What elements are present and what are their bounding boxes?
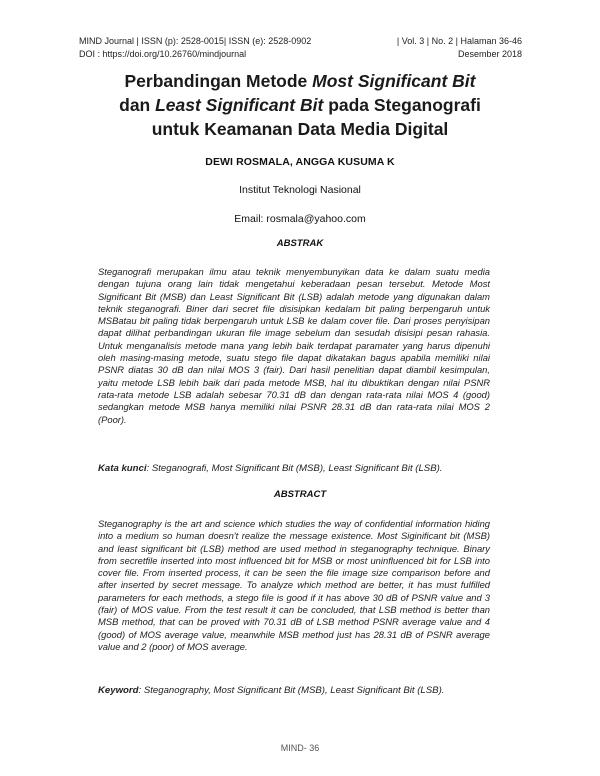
journal-header-left: [79, 35, 311, 61]
title-italic: Least Significant Bit: [155, 95, 324, 115]
kata-kunci-label: Kata kunci: [98, 463, 147, 474]
journal-volume: | Vol. 3 | No. 2 | Halaman 36-46: [396, 36, 522, 46]
abstract-text: Steganography is the art and science which studies the way of confidential information hiding into a medium so human doesn't realize the message existence. Most Siginificant bit (MSB) and least significant bit (LSB) method are used method in steganography technique. Binary from secretfile inserted into most influenced bit for MSB or most uninfluenced bit for LSB into cover file. From inserted process, it can be seen the file image size comparison before and after inserted by secret message. To analyze which method are better, it has must fulfilled parameters for each methods, a stego file is good if it has above 30 dB of PSNR value and 3 (fair) of MOS value. From the test result it can be concluded, that LSB method is better than MSB method, that can be proved with 70.31 dB of LSB method PSNR average value and 4 (good) of MOS average value, meanwhile MSB method just has 28.31 dB of PSNR average value and 2 (poor) of MOS average.: [98, 518, 490, 652]
keyword-label: Keyword: [98, 685, 139, 696]
abstrak-text: Steganografi merupakan ilmu atau teknik menyembunyikan data ke dalam suatu media dengan tujuna orang lain tidak mengetahui keberadaan pesan tersebut. Metode Most Significant Bit (MSB) dan Least Significant Bit (LSB) adalah metode yang digunakan dalam teknik steganografi. Biner dari secret file disisipkan kedalam bit paling berpengaruh untuk MSBatau bit paling tidak berpengaruh untuk LSB ke dalam cover file. Dari proses penyisipan dapat dilihat perbandingan ukuran file image sebelum dan sesudah disisipi pesan rahasia. Untuk menganalisis metode mana yang lebih baik terdapat paramater yang harus dipenuhi oleh masing-masing metode, suatu stego file dapat dikatakan bagus apabila memiliki nilai PSNR diatas 30 dB dan nilai MOS 3 (fair). Dari hasil penelitian dapat diambil kesimpulan, yaitu metode LSB lebih baik dari pada metode MSB, hal itu dibuktikan dengan nilai PSNR rata-rata metode LSB adalah sebesar 70.31 dB dan dengan rata-rata nilai MOS 4 (good) sedangkan metode MSB hanya memiliki nilai PSNR 28.31 dB dan rata-rata nilai MOS 2 (Poor).: [98, 266, 490, 425]
title-line: untuk Keamanan Data Media Digital: [151, 119, 449, 139]
paper-title: [60, 69, 540, 141]
affiliation: Institut Teknologi Nasional: [239, 184, 361, 196]
journal-doi: DOI : https://doi.org/10.26760/mindjournal: [79, 49, 247, 59]
page-number: MIND- 36: [280, 743, 320, 753]
journal-date: Desember 2018: [457, 49, 522, 59]
kata-kunci-text: : Steganografi, Most Significant Bit (MSB), Least Significant Bit (LSB).: [146, 463, 443, 474]
keyword: [98, 685, 498, 697]
title-italic: Most Significant Bit: [312, 71, 476, 91]
kata-kunci: [98, 463, 498, 475]
journal-header-right: [397, 35, 522, 61]
title-text: Perbandingan Metode: [124, 71, 313, 91]
authors: DEWI ROSMALA, ANGGA KUSUMA K: [205, 156, 395, 168]
title-text: pada Steganografi: [323, 95, 481, 115]
keyword-text: : Steganography, Most Significant Bit (MSB), Least Significant Bit (LSB).: [138, 685, 445, 696]
abstract-heading: ABSTRACT: [273, 489, 327, 500]
abstrak-heading: ABSTRAK: [276, 238, 324, 249]
author-email: Email: rosmala@yahoo.com: [234, 213, 366, 225]
title-text: dan: [119, 95, 156, 115]
journal-issn: MIND Journal | ISSN (p): 2528-0015| ISSN (e): 2528-0902: [79, 36, 312, 46]
